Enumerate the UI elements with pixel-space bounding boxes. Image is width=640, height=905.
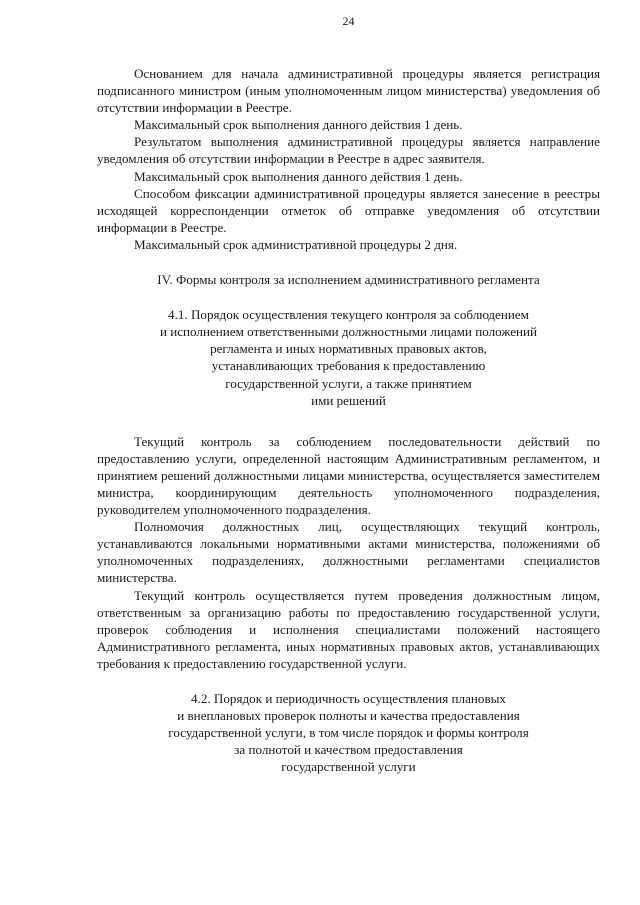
heading-line: и внеплановых проверок полноты и качества предоставления	[177, 708, 520, 724]
paragraph: Способом фиксации административной процедуры является занесение в реестры исходящей корреспонденции отметок об отправке уведомления об отсутствии информации в Реестре.	[97, 185, 600, 235]
paragraph: Результатом выполнения административной процедуры является направление уведомления об отсутствии информации в Реестре в адрес заявителя.	[97, 134, 600, 167]
paragraph: Текущий контроль осуществляется путем проведения должностным лицом, ответственным за организацию работы по предоставлению государственной услуги, проверок соблюдения и исполнения специалистами положений настоящего Административного регламента, иных нормативных правовых актов, устанавливающих требования к предоставлению государственной услуги.	[97, 587, 600, 671]
chapter-title: IV. Формы контроля за исполнением административного регламента	[157, 272, 540, 288]
heading-line: государственной услуги, в том числе порядок и формы контроля	[168, 725, 529, 741]
paragraph: Максимальный срок выполнения данного действия 1 день.	[134, 117, 463, 133]
section-4-1-heading	[97, 306, 600, 409]
heading-line: государственной услуги	[281, 759, 416, 775]
paragraph: Основанием для начала административной процедуры является регистрация подписанного министром (иным уполномоченным лицом министерства) уведомления об отсутствии информации в Реестре.	[97, 66, 600, 116]
paragraph: Максимальный срок выполнения данного действия 1 день.	[134, 168, 463, 184]
heading-line: за полнотой и качеством предоставления	[234, 742, 463, 758]
heading-line: регламента и иных нормативных правовых актов,	[210, 341, 487, 357]
page-number: 24	[342, 14, 355, 28]
paragraph: Максимальный срок административной процедуры 2 дня.	[134, 236, 458, 252]
paragraph: Текущий контроль за соблюдением последовательности действий по предоставлению услуги, определенной настоящим Административным регламентом, и принятием решений должностными лицами министерства, осуществляется заместителем министра, координирующим деятельность уполномоченного подразделения, руководителем уполномоченного подразделения.	[97, 433, 600, 518]
heading-line: ими решений	[311, 392, 386, 408]
section-4-2-heading	[97, 690, 600, 775]
heading-line: 4.1. Порядок осуществления текущего контроля за соблюдением	[168, 307, 529, 323]
paragraph: Полномочия должностных лиц, осуществляющих текущий контроль, устанавливаются локальными нормативными актами министерства, положениями об уполномоченных подразделениях, должностными регламентами специалистов министерства.	[97, 519, 600, 586]
heading-line: государственной услуги, а также принятием	[225, 375, 472, 391]
section-4-1-body	[97, 433, 600, 672]
heading-line: устанавливающих требования к предоставлению	[211, 358, 486, 374]
section-a	[97, 65, 600, 253]
heading-line: 4.2. Порядок и периодичность осуществления плановых	[191, 691, 506, 706]
heading-line: и исполнением ответственными должностными лицами положений	[159, 324, 538, 340]
